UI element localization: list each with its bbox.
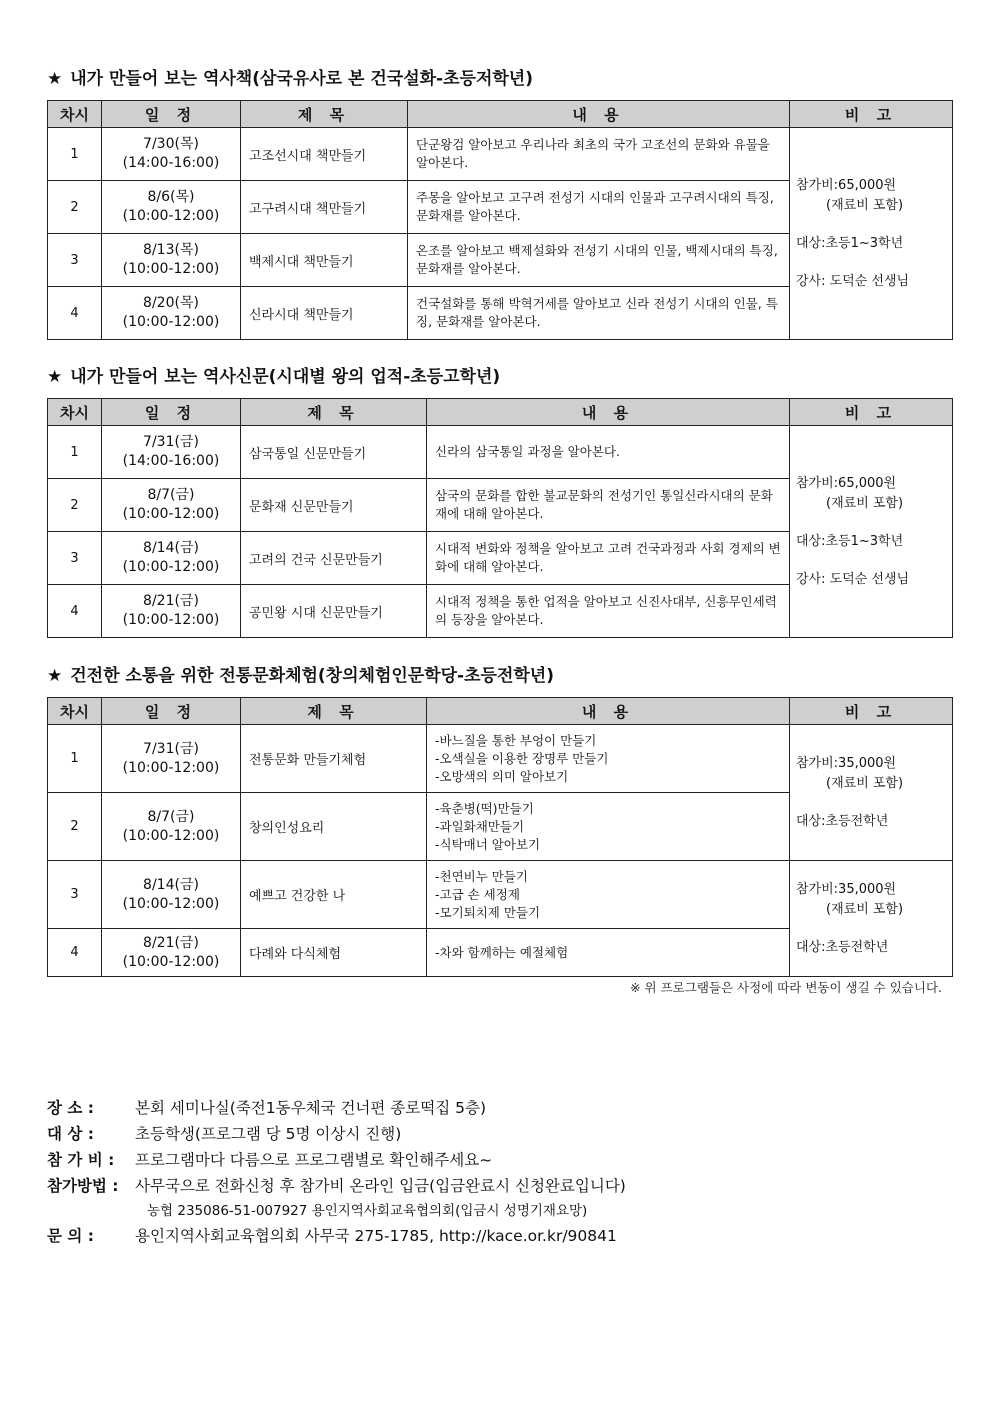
table-row: 3 8/14(금) (10:00-12:00) 예쁘고 건강한 나 -천연비누 만들기 -고급 손 세정제 -모기퇴치제 만들기 참가비:35,000원 (재료비 포함) 대상:초등전학년	[48, 861, 953, 929]
header-title: 제 목	[241, 101, 408, 128]
schedule-cell: 8/21(금) (10:00-12:00)	[102, 929, 241, 977]
header-schedule: 일 정	[102, 101, 241, 128]
section-traditional-culture	[47, 663, 952, 977]
note-cell: 참가비:35,000원 (재료비 포함) 대상:초등전학년	[790, 725, 953, 861]
table-row: 4 8/21(금) (10:00-12:00) 다례와 다식체험 -차와 함께하는 예절체험	[48, 929, 953, 977]
schedule-cell: 8/6(목) (10:00-12:00)	[102, 181, 241, 234]
info-account: 농협 235086-51-007927 용인지역사회교육협의회(입금시 성명기재요망)	[147, 1203, 588, 1219]
program-content: 단군왕검 알아보고 우리나라 최초의 국가 고조선의 문화와 유물을 알아본다.	[408, 128, 790, 181]
info-block	[47, 1095, 626, 1249]
table-row: 2 8/7(금) (10:00-12:00) 문화재 신문만들기 삼국의 문화를 합한 불교문화의 전성기인 통일신라시대의 문화재에 대해 알아본다.	[48, 479, 953, 532]
schedule-cell: 8/21(금) (10:00-12:00)	[102, 585, 241, 638]
info-fee: 참 가 비 : 프로그램마다 다름으로 프로그램별로 확인해주세요~	[47, 1151, 493, 1169]
info-method: 참가방법 : 사무국으로 전화신청 후 참가비 온라인 입금(입금완료시 신청완료입니다)	[47, 1177, 626, 1195]
section-history-book	[47, 66, 952, 340]
program-title: 고조선시대 책만들기	[241, 128, 408, 181]
schedule-table	[47, 398, 953, 638]
table-row: 3 8/13(목) (10:00-12:00) 백제시대 책만들기 온조를 알아보고 백제설화와 전성기 시대의 인물, 백제시대의 특징, 문화재를 알아본다.	[48, 234, 953, 287]
section-title: ★ 내가 만들어 보는 역사신문(시대별 왕의 업적-초등고학년)	[47, 367, 501, 387]
session-number: 1	[48, 128, 102, 181]
table-row: 1 7/31(금) (14:00-16:00) 삼국통일 신문만들기 신라의 삼국통일 과정을 알아본다. 참가비:65,000원 (재료비 포함) 대상:초등1~3학년 강사: 도덕순 선생님	[48, 426, 953, 479]
table-header-row: 차시 일 정 제 목 내 용 비 고	[48, 698, 953, 725]
schedule-cell: 7/31(금) (10:00-12:00)	[102, 725, 241, 793]
footnote: ※ 위 프로그램들은 사정에 따라 변동이 생길 수 있습니다.	[630, 980, 942, 995]
info-place: 장 소 : 본회 세미나실(죽전1동우체국 건너편 종로떡집 5층)	[47, 1099, 486, 1117]
schedule-table	[47, 697, 953, 977]
schedule-cell: 7/30(목) (14:00-16:00)	[102, 128, 241, 181]
section-history-newspaper	[47, 364, 952, 638]
star-icon: ★	[47, 69, 63, 89]
table-row: 4 8/21(금) (10:00-12:00) 공민왕 시대 신문만들기 시대적 정책을 통한 업적을 알아보고 신진사대부, 신흥무인세력의 등장을 알아본다.	[48, 585, 953, 638]
schedule-table	[47, 100, 953, 340]
header-content: 내 용	[408, 101, 790, 128]
table-row	[48, 128, 953, 181]
info-target: 대 상 : 초등학생(프로그램 당 5명 이상시 진행)	[47, 1125, 402, 1143]
section-title: ★ 건전한 소통을 위한 전통문화체험(창의체험인문학당-초등전학년)	[47, 666, 554, 686]
schedule-cell: 7/31(금) (14:00-16:00)	[102, 426, 241, 479]
note-cell: 참가비:35,000원 (재료비 포함) 대상:초등전학년	[790, 861, 953, 977]
star-icon: ★	[47, 367, 63, 387]
table-row: 1 7/31(금) (10:00-12:00) 전통문화 만들기체험 -바느질을 통한 부엉이 만들기 -오색실을 이용한 장명루 만들기 -오방색의 의미 알아보기 참가비:35,000원 (재료비 포함) 대상:초등전학년	[48, 725, 953, 793]
table-row: 4 8/20(목) (10:00-12:00) 신라시대 책만들기 건국설화를 통해 박혁거세를 알아보고 신라 전성기 시대의 인물, 특징, 문화재를 알아본다.	[48, 287, 953, 340]
schedule-cell: 8/7(금) (10:00-12:00)	[102, 479, 241, 532]
table-header-row	[48, 101, 953, 128]
info-contact: 문 의 : 용인지역사회교육협의회 사무국 275-1785, http://kace.or.kr/90841	[47, 1227, 617, 1245]
star-icon: ★	[47, 666, 63, 686]
note-cell: 참가비:65,000원 (재료비 포함) 대상:초등1~3학년 강사: 도덕순 선생님	[790, 426, 953, 638]
note-cell: 참가비:65,000원 (재료비 포함) 대상:초등1~3학년 강사: 도덕순 선생님	[790, 128, 953, 340]
table-row: 2 8/6(목) (10:00-12:00) 고구려시대 책만들기 주몽을 알아보고 고구려 전성기 시대의 인물과 고구려시대의 특징, 문화재를 알아본다.	[48, 181, 953, 234]
program-content: -바느질을 통한 부엉이 만들기 -오색실을 이용한 장명루 만들기 -오방색의 의미 알아보기	[427, 725, 790, 793]
schedule-cell: 8/14(금) (10:00-12:00)	[102, 532, 241, 585]
schedule-cell: 8/20(목) (10:00-12:00)	[102, 287, 241, 340]
table-row: 2 8/7(금) (10:00-12:00) 창의인성요리 -육춘병(떡)만들기 -과일화채만들기 -식탁매너 알아보기	[48, 793, 953, 861]
header-session: 차시	[48, 101, 102, 128]
header-note: 비 고	[790, 101, 953, 128]
schedule-cell: 8/13(목) (10:00-12:00)	[102, 234, 241, 287]
table-row: 3 8/14(금) (10:00-12:00) 고려의 건국 신문만들기 시대적 변화와 정책을 알아보고 고려 건국과정과 사회 경제의 변화에 대해 알아본다.	[48, 532, 953, 585]
schedule-cell: 8/7(금) (10:00-12:00)	[102, 793, 241, 861]
schedule-cell: 8/14(금) (10:00-12:00)	[102, 861, 241, 929]
section-title: ★ 내가 만들어 보는 역사책(삼국유사로 본 건국설화-초등저학년)	[47, 69, 533, 89]
table-header-row: 차시 일 정 제 목 내 용 비 고	[48, 399, 953, 426]
